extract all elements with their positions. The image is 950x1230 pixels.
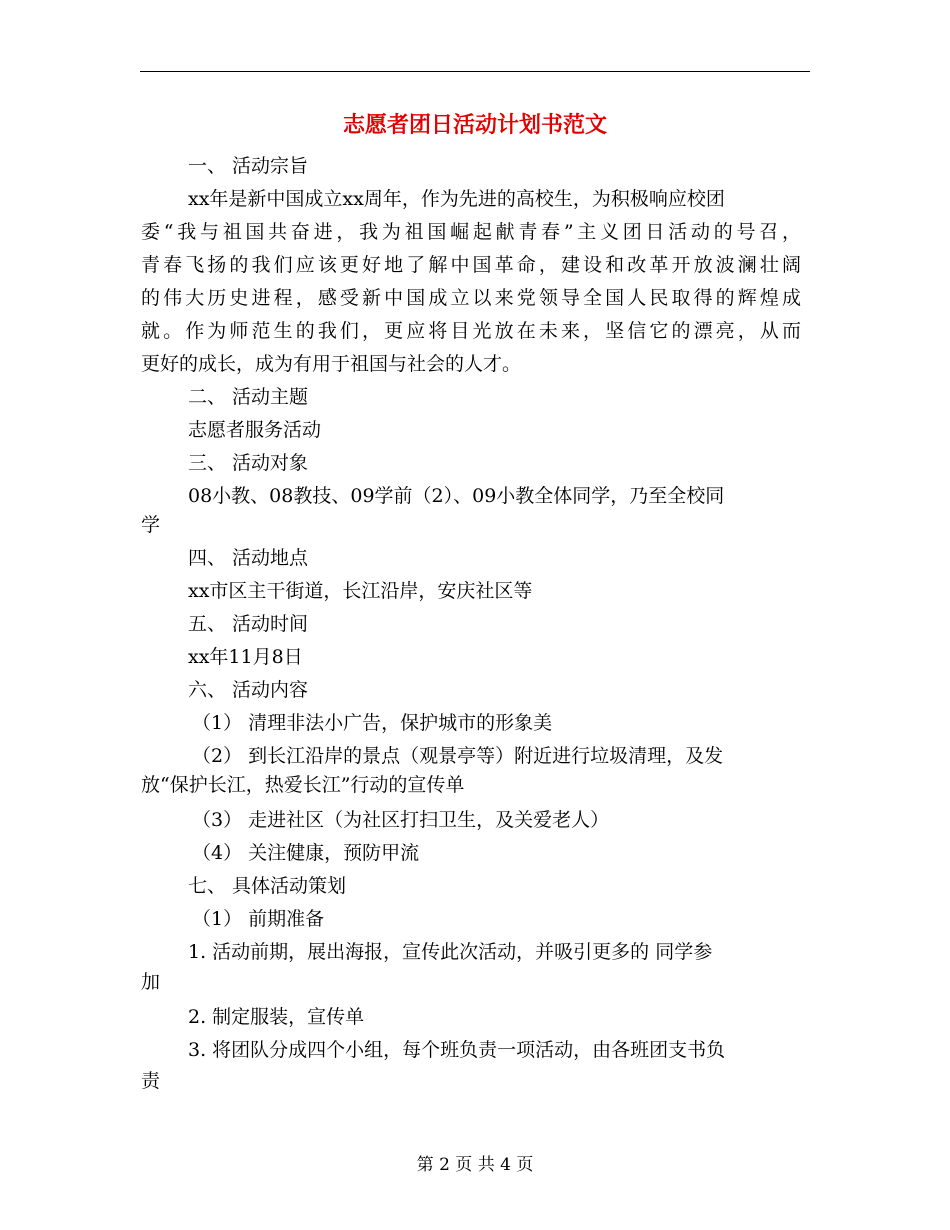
- list-item-continuation: 放“保护长江，热爱长江”行动的宣传单: [141, 774, 465, 796]
- list-item-continuation: 加: [141, 971, 161, 993]
- paragraph-line: xx年是新中国成立xx周年，作为先进的高校生，为积极响应校团: [188, 188, 725, 210]
- paragraph-line: 更好的成长，成为有用于祖国与社会的人才。: [141, 353, 522, 375]
- document-title: 志愿者团日活动计划书范文: [342, 112, 607, 138]
- list-item: （1） 清理非法小广告，保护城市的形象美: [192, 712, 553, 734]
- sub-heading: （1） 前期准备: [192, 908, 325, 930]
- section-heading-3: 三、 活动对象: [188, 452, 309, 474]
- paragraph-line: xx市区主干街道，长江沿岸，安庆社区等: [188, 580, 533, 602]
- list-item: （3） 走进社区（为社区打扫卫生，及关爱老人）: [192, 809, 610, 831]
- paragraph-line: 的伟大历史进程，感受新中国成立以来党领导全国人民取得的辉煌成: [141, 287, 801, 309]
- section-heading-2: 二、 活动主题: [188, 386, 309, 408]
- header-rule: [140, 71, 810, 72]
- section-heading-5: 五、 活动时间: [188, 613, 309, 635]
- paragraph-line: 青春飞扬的我们应该更好地了解中国革命，建设和改革开放波澜壮阔: [141, 254, 801, 276]
- list-item: 2. 制定服装，宣传单: [188, 1006, 365, 1028]
- paragraph-line: 委“我与祖国共奋进，我为祖国崛起献青春”主义团日活动的号召，: [141, 221, 801, 243]
- section-heading-4: 四、 活动地点: [188, 547, 309, 569]
- list-item-continuation: 责: [141, 1070, 161, 1092]
- paragraph-line: 志愿者服务活动: [188, 419, 322, 441]
- paragraph-line: 学: [141, 514, 161, 536]
- page-number: 第 2 页 共 4 页: [416, 1155, 534, 1175]
- list-item: （4） 关注健康，预防甲流: [192, 842, 420, 864]
- paragraph-line: 08小教、08教技、09学前（2）、09小教全体同学，乃至全校同: [188, 485, 725, 507]
- paragraph-line: xx年11月8日: [188, 646, 303, 668]
- section-heading-1: 一、 活动宗旨: [188, 155, 309, 177]
- list-item: 1. 活动前期，展出海报，宣传此次活动，并吸引更多的 同学参: [188, 941, 713, 963]
- list-item: 3. 将团队分成四个小组，每个班负责一项活动，由各班团支书负: [188, 1039, 726, 1061]
- section-heading-6: 六、 活动内容: [188, 679, 309, 701]
- list-item: （2） 到长江沿岸的景点（观景亭等）附近进行垃圾清理，及发: [192, 745, 724, 767]
- section-heading-7: 七、 具体活动策划: [188, 875, 347, 897]
- paragraph-line: 就。作为师范生的我们，更应将目光放在未来，坚信它的漂亮，从而: [141, 320, 801, 342]
